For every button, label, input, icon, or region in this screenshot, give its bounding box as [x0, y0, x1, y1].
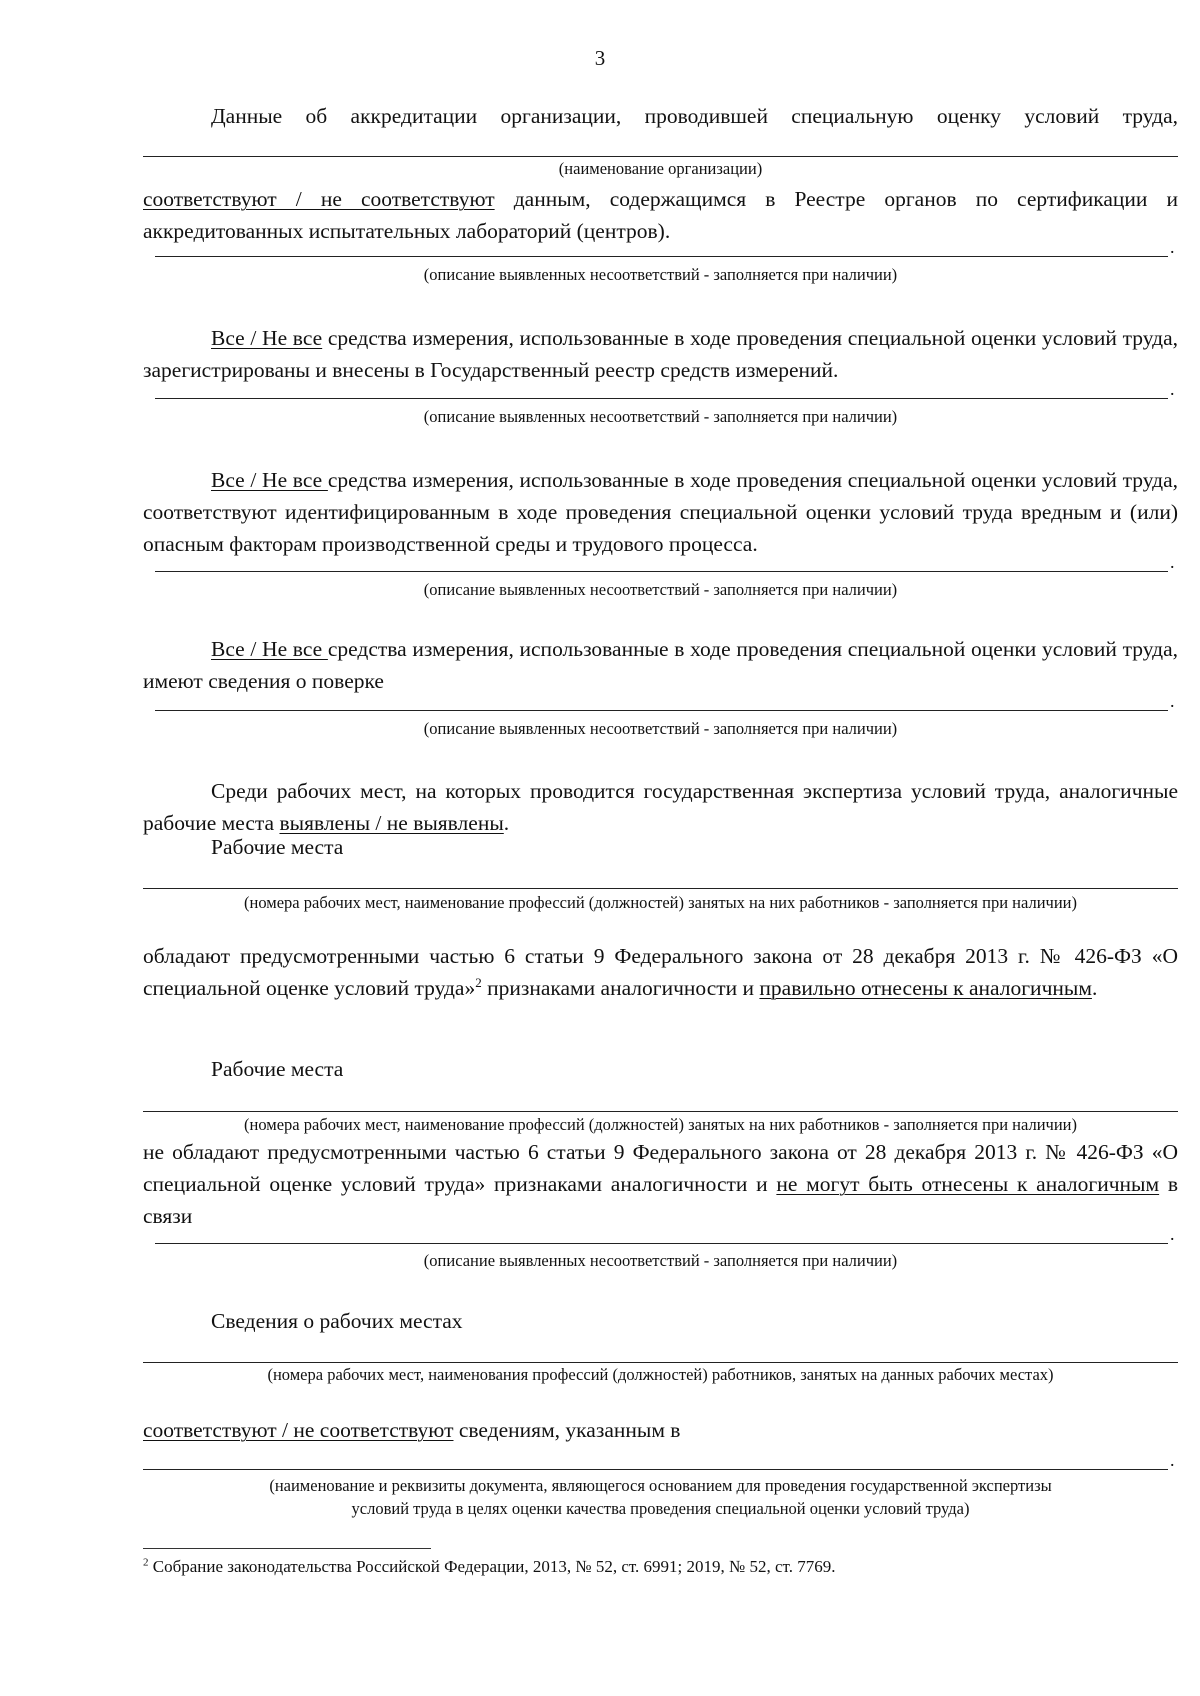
analog-paragraph: Среди рабочих мест, на которых проводится государственная экспертиза условий труда, аналогичные рабочие места выявлены / не выявлены.: [143, 779, 1178, 835]
discrepancy-caption: (описание выявленных несоответствий - заполняется при наличии): [423, 407, 898, 426]
line-end-dot: .: [1170, 1224, 1175, 1244]
workplaces-label: Рабочие места: [211, 835, 344, 859]
discrepancy-caption: (описание выявленных несоответствий - заполняется при наличии): [423, 719, 898, 738]
workplaces-caption-2: (номера рабочих мест, наименование профессий (должностей) занятых на них работников - заполняется при наличии): [244, 1115, 1077, 1134]
registry-paragraph: соответствуют / не соответствуют данным, содержащимся в Реестре органов по сертификации и аккредитованных испытательных лабораторий (центров).: [143, 187, 1178, 243]
analog-choice: выявлены / не выявлены: [279, 811, 504, 835]
discrepancy-line: [155, 398, 1168, 399]
line-end-dot: .: [1170, 237, 1175, 257]
org-name-caption: (наименование организации): [558, 159, 763, 178]
footnote-ref: 2: [475, 974, 482, 990]
analog-incorrect-choice: не могут быть отнесены к аналогичным: [776, 1172, 1160, 1196]
footnote: $^2$ Собрание законодательства Российской Федерации, 2013, № 52, ст. 6991; 2019, № 52, ст. 7769.: [143, 1556, 836, 1576]
si-choice-1: Все / Не все: [211, 326, 323, 350]
line-end-dot: .: [1170, 552, 1175, 572]
measuring-factors-paragraph: Все / Не все средства измерения, использованные в ходе проведения специальной оценки условий труда, соответствуют идентифицированным в ходе проведения специальной оценки условий труда вредным и (или) опасным факторам производственной среды и трудового процесса.: [143, 468, 1178, 556]
discrepancy-line: [155, 1243, 1168, 1244]
org-name-line: [143, 156, 1178, 157]
measuring-registry-paragraph: Все / Не все средства измерения, использованные в ходе проведения специальной оценки условий труда, зарегистрированы и внесены в Государственный реестр средств измерений.: [143, 326, 1178, 382]
si-choice-2: Все / Не все: [211, 468, 328, 492]
workplaces-line: [143, 888, 1178, 889]
registry-choice: соответствуют / не соответствуют: [143, 187, 495, 211]
workplaces-caption: (номера рабочих мест, наименование профессий (должностей) занятых на них работников - заполняется при наличии): [244, 893, 1077, 912]
discrepancy-caption: (описание выявленных несоответствий - заполняется при наличии): [423, 580, 898, 599]
line-end-dot: .: [1170, 691, 1175, 711]
analog-have-paragraph: обладают предусмотренными частью 6 статьи 9 Федерального закона от 28 декабря 2013 г. № 426-ФЗ «О специальной оценке условий труда»$^2$ признаками аналогичности и правильно отнесены к аналогичным.: [143, 944, 1178, 1000]
info-label: Сведения о рабочих местах: [211, 1309, 463, 1333]
accreditation-paragraph: Данные об аккредитации организации, проводившей специальную оценку условий труда,: [211, 104, 1178, 128]
discrepancy-line: [155, 710, 1168, 711]
discrepancy-line: [155, 256, 1168, 257]
page-number: 3: [594, 46, 606, 70]
line-end-dot: .: [1170, 379, 1175, 399]
si-choice-3: Все / Не все: [211, 637, 328, 661]
discrepancy-caption: (описание выявленных несоответствий - заполняется при наличии): [423, 1251, 898, 1270]
info-line: [143, 1362, 1178, 1363]
analog-nothave-paragraph: не обладают предусмотренными частью 6 статьи 9 Федерального закона от 28 декабря 2013 г. № 426-ФЗ «О специальной оценке условий труда» признаками аналогичности и не могут быть отнесены к аналогичным в связи: [143, 1140, 1178, 1228]
info-caption: (номера рабочих мест, наименования профессий (должностей) работников, занятых на данных рабочих местах): [267, 1365, 1054, 1384]
match-choice: соответствуют / не соответствуют: [143, 1418, 454, 1442]
discrepancy-caption: (описание выявленных несоответствий - заполняется при наличии): [423, 265, 898, 284]
discrepancy-line: [155, 571, 1168, 572]
line-end-dot: .: [1170, 1450, 1175, 1470]
document-caption-2: условий труда в целях оценки качества проведения специальной оценки условий труда): [351, 1499, 970, 1518]
workplaces-label-2: Рабочие места: [211, 1057, 344, 1081]
footnote-separator: [143, 1548, 431, 1549]
analog-correct-choice: правильно отнесены к аналогичным: [759, 976, 1092, 1000]
match-paragraph: соответствуют / не соответствуют сведениям, указанным в: [143, 1418, 681, 1442]
document-line: [143, 1469, 1168, 1470]
workplaces-line-2: [143, 1111, 1178, 1112]
document-caption-1: (наименование и реквизиты документа, являющегося основанием для проведения государственной экспертизы: [269, 1476, 1052, 1495]
measuring-verification-paragraph: Все / Не все средства измерения, использованные в ходе проведения специальной оценки условий труда, имеют сведения о поверке: [143, 637, 1178, 693]
